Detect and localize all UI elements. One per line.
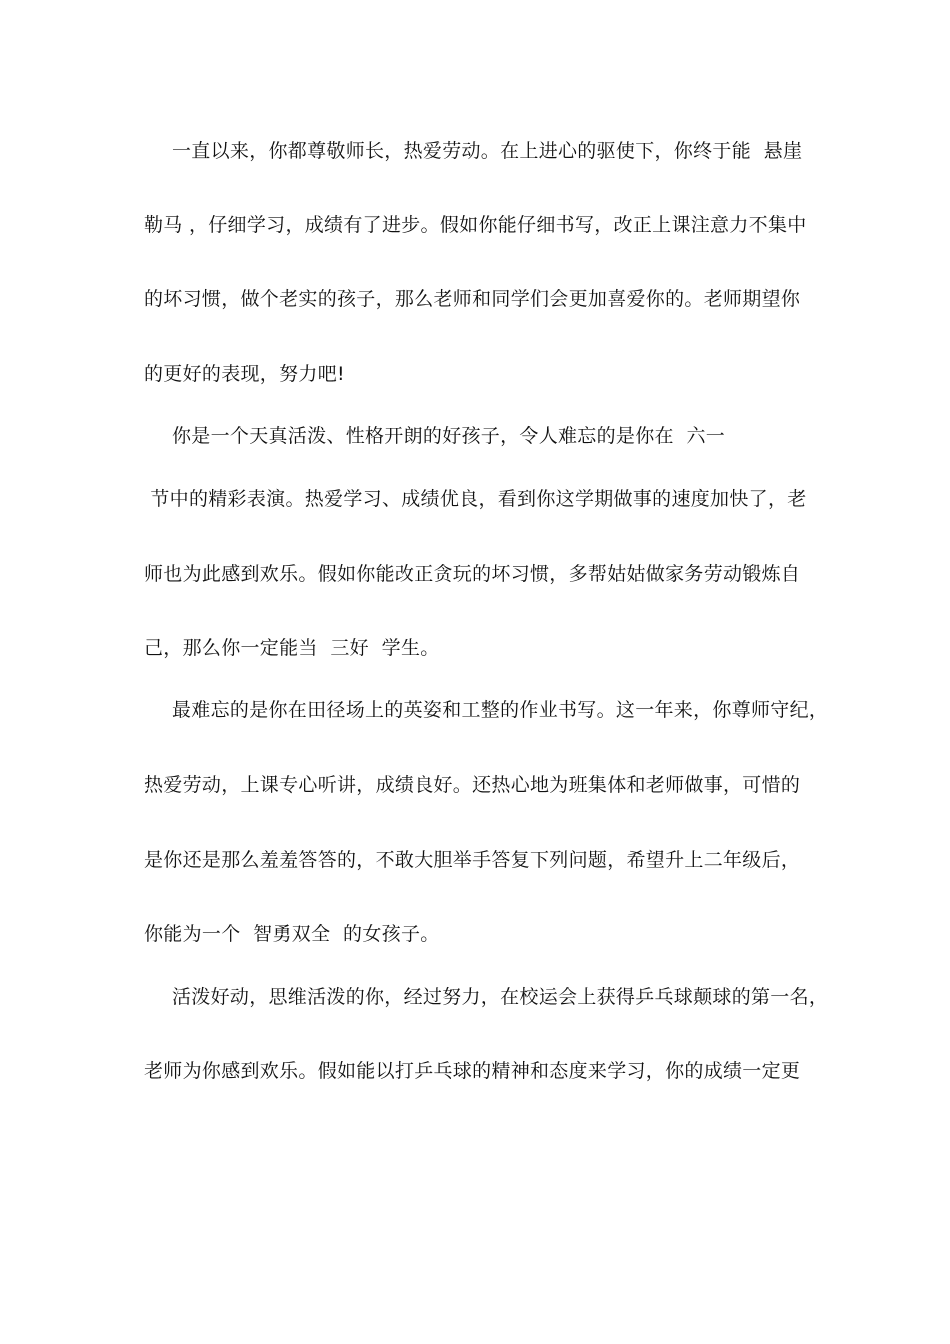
text-line: 勒马 ，仔细学习，成绩有了进步。假如你能仔细书写，改正上课注意力不集中 (144, 214, 807, 236)
text-line: 节中的精彩表演。热爱学习、成绩优良，看到你这学期做事的速度加快了，老 (144, 488, 807, 510)
text-line: 师也为此感到欢乐。假如你能改正贪玩的坏习惯，多帮姑姑做家务劳动锻炼自 (144, 563, 801, 585)
text-line: 你是一个天真活泼、性格开朗的好孩子，令人难忘的是你在 六一 (172, 425, 726, 447)
text-line: 老师为你感到欢乐。假如能以打乒乓球的精神和态度来学习，你的成绩一定更 (144, 1060, 801, 1082)
text-line: 活泼好动，思维活泼的你，经过努力，在校运会上获得乒乓球颠球的第一名， (172, 986, 829, 1008)
text-line: 的更好的表现，努力吧! (144, 363, 345, 385)
text-line: 热爱劳动，上课专心听讲，成绩良好。还热心地为班集体和老师做事，可惜的 (144, 774, 801, 796)
text-line: 你能为一个 智勇双全 的女孩子。 (144, 923, 440, 945)
text-line: 的坏习惯，做个老实的孩子，那么老师和同学们会更加喜爱你的。老师期望你 (144, 288, 801, 310)
text-line: 一直以来，你都尊敬师长，热爱劳动。在上进心的驱使下，你终于能 悬崖 (172, 140, 803, 162)
text-line: 是你还是那么羞羞答答的，不敢大胆举手答复下列问题，希望升上二年级后， (144, 849, 801, 871)
text-line: 己，那么你一定能当 三好 学生。 (144, 637, 440, 659)
text-line: 最难忘的是你在田径场上的英姿和工整的作业书写。这一年来，你尊师守纪， (172, 699, 829, 721)
